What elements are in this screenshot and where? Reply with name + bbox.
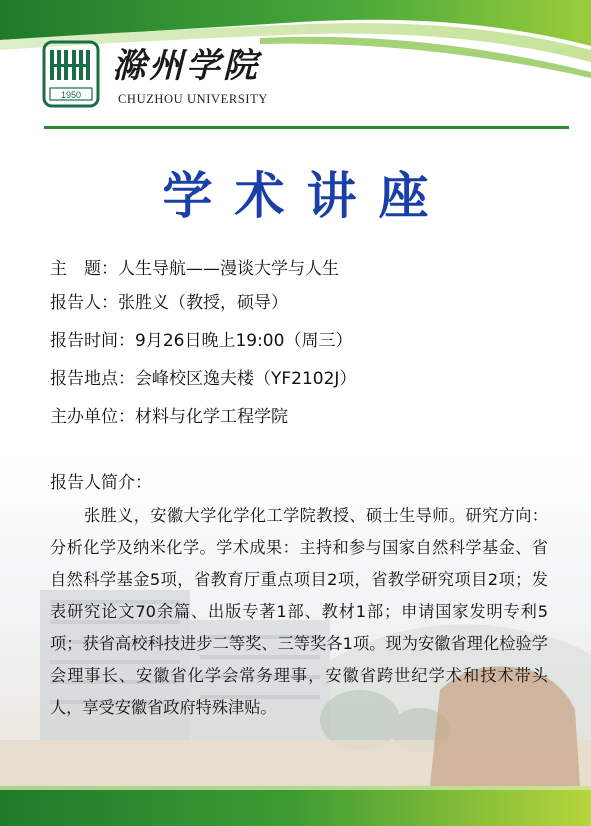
university-name-en: CHUZHOU UNIVERSITY bbox=[118, 92, 269, 106]
info-label: 报告地点： bbox=[50, 369, 135, 389]
poster-title: 学术讲座 bbox=[162, 167, 451, 225]
info-row-organizer bbox=[50, 400, 570, 434]
info-value: 张胜义（教授，硕导） bbox=[118, 293, 288, 313]
info-value: 材料与化学工程学院 bbox=[135, 407, 288, 427]
info-label: 主办单位： bbox=[50, 407, 135, 427]
emblem-year: 1950 bbox=[60, 90, 82, 100]
info-row-topic bbox=[50, 252, 570, 286]
speaker-intro-label: 报告人简介： bbox=[50, 473, 152, 493]
info-value: 人生导航——漫谈大学与人生 bbox=[118, 259, 339, 279]
info-label: 报告人： bbox=[50, 293, 118, 313]
info-row-speaker bbox=[50, 286, 570, 320]
speaker-intro-text: 张胜义，安徽大学化学化工学院教授、硕士生导师。研究方向：分析化学及纳米化学。学术成果：主持和参与国家自然科学基金、省自然科学基金5项，省教育厅重点项目2项，省教学研究项目2项；发表研究论文70余篇、出版专著1部、教材1部；申请国家发明专利5项；获省高校科技进步二等奖、三等奖各1项。现为安徽省理化检验学会理事长、安徽省化学会常务理事，安徽省跨世纪学术和技术带头人，享受安徽省政府特殊津贴。 bbox=[50, 506, 548, 717]
info-value: 会峰校区逸夫楼（YF2102J） bbox=[135, 369, 357, 389]
university-emblem-logo bbox=[42, 40, 100, 108]
university-name-cn: 滁州学院 bbox=[112, 46, 260, 86]
footer-green-band bbox=[0, 786, 591, 826]
lecture-info bbox=[50, 252, 570, 434]
info-row-location bbox=[50, 362, 570, 396]
info-row-time bbox=[50, 324, 570, 358]
info-label: 主 题： bbox=[50, 259, 118, 279]
info-value: 9月26日晚上19:00（周三） bbox=[135, 331, 353, 351]
info-label: 报告时间： bbox=[50, 331, 135, 351]
header-divider-line bbox=[44, 126, 569, 129]
